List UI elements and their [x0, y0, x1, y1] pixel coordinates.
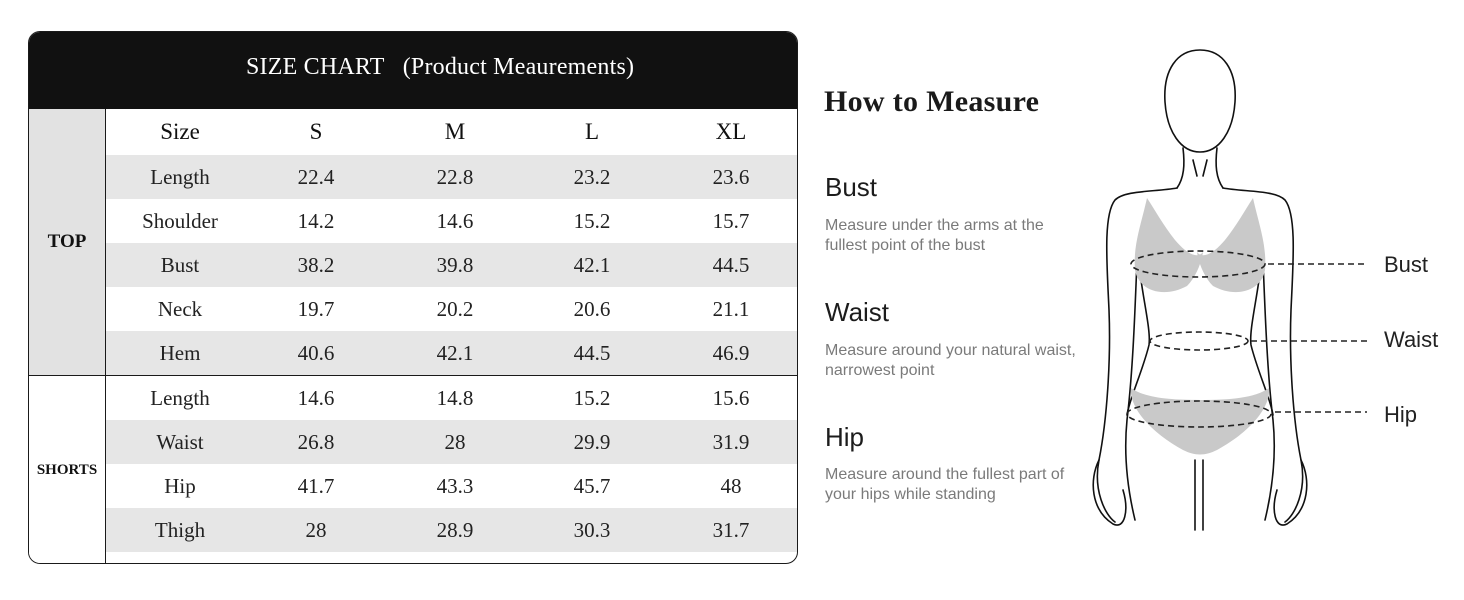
table-row	[106, 243, 798, 287]
mannequin-illustration	[1085, 40, 1464, 540]
cell-value: 28	[444, 429, 466, 454]
garment-shading	[1131, 198, 1269, 455]
cell-value: 38.2	[297, 252, 335, 277]
cell-value: 44.5	[573, 340, 611, 365]
row-label: Waist	[156, 429, 204, 454]
table-row	[106, 508, 798, 552]
row-label: Hip	[164, 473, 196, 498]
table-row	[106, 199, 798, 243]
cell-value: 20.6	[573, 296, 611, 321]
cell-value: 21.1	[712, 296, 750, 321]
cell-value: 15.2	[573, 208, 611, 233]
column-header-size: Size	[160, 119, 200, 144]
cell-value: 48	[720, 473, 742, 498]
cell-value: 14.8	[436, 385, 474, 410]
column-header-s: S	[309, 119, 323, 144]
table-row	[106, 287, 798, 331]
row-label: Thigh	[154, 517, 206, 542]
size-chart-header	[29, 32, 797, 109]
cell-value: 31.7	[712, 517, 750, 542]
cell-value: 19.7	[297, 296, 335, 321]
measure-label-bust: Bust	[825, 172, 878, 202]
row-label: Length	[150, 164, 210, 189]
cell-value: 30.3	[573, 517, 611, 542]
cell-value: 46.9	[712, 340, 750, 365]
waist-measure-ring	[1150, 332, 1248, 350]
cell-value: 14.2	[297, 208, 335, 233]
body-measurement-figure	[1085, 40, 1464, 540]
cell-value: 15.2	[573, 385, 611, 410]
row-label: Bust	[160, 252, 200, 277]
cell-value: 14.6	[297, 385, 335, 410]
section-label-shorts: SHORTS	[29, 375, 106, 564]
table-row	[106, 464, 798, 508]
measure-desc-bust: Measure under the arms at the fullest point of the bust	[825, 217, 1044, 254]
cell-value: 44.5	[712, 252, 750, 277]
cell-value: 31.9	[712, 429, 750, 454]
figure-label-bust: Bust	[1384, 252, 1429, 277]
cell-value: 45.7	[573, 473, 611, 498]
measure-desc-waist: Measure around your natural waist, narrowest point	[825, 342, 1076, 379]
figure-label-waist: Waist	[1384, 327, 1439, 352]
cell-value: 28.9	[436, 517, 474, 542]
cell-value: 15.7	[712, 208, 750, 233]
size-chart-title: SIZE CHART (Product Meaurements)	[246, 54, 635, 80]
row-label: Length	[150, 385, 210, 410]
table-row	[106, 376, 798, 420]
size-chart-table	[28, 31, 798, 564]
cell-value: 22.8	[436, 164, 474, 189]
cell-value: 26.8	[297, 429, 335, 454]
column-header-m: M	[444, 119, 466, 144]
cell-value: 40.6	[297, 340, 335, 365]
figure-label-hip: Hip	[1384, 402, 1418, 427]
cell-value: 14.6	[436, 208, 474, 233]
measure-label-waist: Waist	[825, 297, 890, 327]
cell-value: 29.9	[573, 429, 611, 454]
cell-value: 23.6	[712, 164, 750, 189]
cell-value: 23.2	[573, 164, 611, 189]
cell-value: 41.7	[297, 473, 335, 498]
cell-value: 20.2	[436, 296, 474, 321]
table-header-row	[106, 109, 798, 155]
row-label: Hem	[159, 340, 201, 365]
cell-value: 43.3	[436, 473, 474, 498]
cell-value: 22.4	[297, 164, 335, 189]
measure-label-hip: Hip	[825, 422, 865, 452]
how-to-measure-title: How to Measure	[824, 85, 1040, 118]
row-label: Neck	[157, 296, 203, 321]
row-label: Shoulder	[142, 208, 218, 233]
cell-value: 39.8	[436, 252, 474, 277]
cell-value: 42.1	[436, 340, 474, 365]
cell-value: 28	[305, 517, 327, 542]
table-row	[106, 331, 798, 375]
column-header-l: L	[584, 119, 600, 144]
measure-desc-hip: Measure around the fullest part of your hips while standing	[825, 466, 1065, 503]
table-row	[106, 155, 798, 199]
column-header-xl: XL	[715, 119, 747, 144]
section-label-top: TOP	[29, 109, 106, 375]
table-row	[106, 420, 798, 464]
cell-value: 42.1	[573, 252, 611, 277]
cell-value: 15.6	[712, 385, 750, 410]
